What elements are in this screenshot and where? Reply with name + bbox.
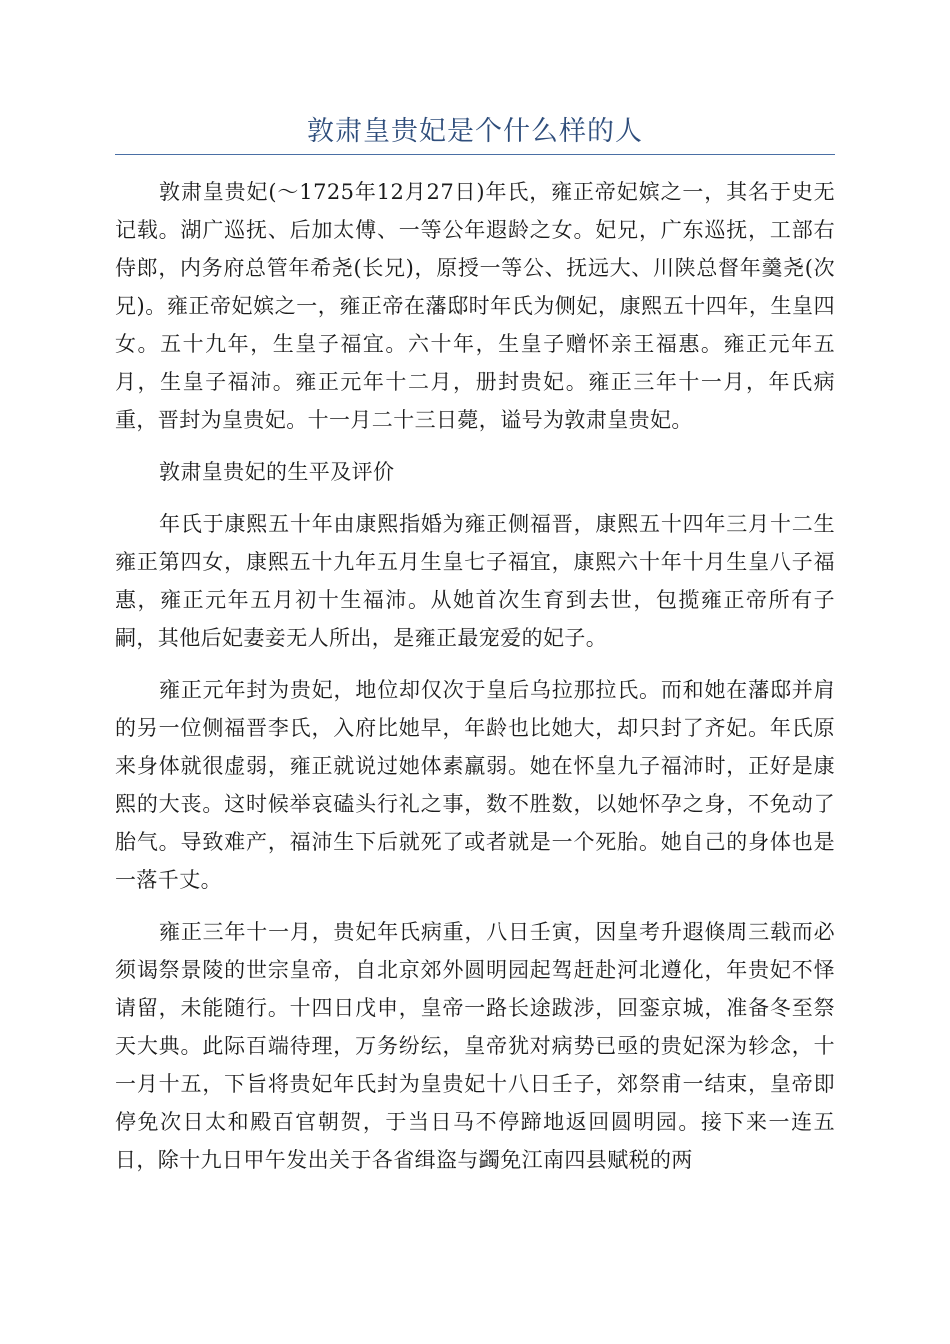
paragraph-rank: 雍正元年封为贵妃，地位却仅次于皇后乌拉那拉氏。而和她在藩邸并肩的另一位侧福晋李氏，入府比她早，年龄也比她大，却只封了齐妃。年氏原来身体就很虚弱，雍正就说过她体素羸弱。她在怀皇九子福沛时，正好是康熙的大丧。这时候举哀磕头行礼之事，数不胜数，以她怀孕之身，不免动了胎气。导致难产，福沛生下后就死了或者就是一个死胎。她自己的身体也是一落千丈。 bbox=[115, 678, 835, 892]
paragraph-illness: 雍正三年十一月，贵妃年氏病重，八日壬寅，因皇考升遐倏周三载而必须谒祭景陵的世宗皇帝，自北京郊外圆明园起驾赶赴河北遵化，年贵妃不怿请留，未能随行。十四日戊申，皇帝一路长途跋涉，回銮京城，准备冬至祭天大典。此际百端待理，万务纷纭，皇帝犹对病势已亟的贵妃深为轸念，十一月十五，下旨将贵妃年氏封为皇贵妃十八日壬子，郊祭甫一结束，皇帝即停免次日太和殿百官朝贺，于当日马不停蹄地返回圆明园。接下来一连五日，除十九日甲午发出关于各省缉盗与蠲免江南四县赋税的两 bbox=[115, 920, 835, 1172]
section-heading: 敦肃皇贵妃的生平及评价 bbox=[159, 460, 395, 484]
document-page bbox=[115, 0, 835, 1193]
document-title: 敦肃皇贵妃是个什么样的人 bbox=[307, 116, 643, 147]
paragraph-marriage: 年氏于康熙五十年由康熙指婚为雍正侧福晋，康熙五十四年三月十二生雍正第四女，康熙五十九年五月生皇七子福宜，康熙六十年十月生皇八子福惠，雍正元年五月初十生福沛。从她首次生育到去世，包揽雍正帝所有子嗣，其他后妃妻妾无人所出，是雍正最宠爱的妃子。 bbox=[115, 512, 835, 650]
paragraph-intro: 敦肃皇贵妃(～1725年12月27日)年氏，雍正帝妃嫔之一，其名于史无记载。湖广巡抚、后加太傅、一等公年遐龄之女。妃兄，广东巡抚，工部右侍郎，内务府总管年希尧(长兄)，原授一等公、抚远大、川陕总督年羹尧(次兄)。雍正帝妃嫔之一，雍正帝在藩邸时年氏为侧妃，康熙五十四年，生皇四女。五十九年，生皇子福宜。六十年，生皇子赠怀亲王福惠。雍正元年五月，生皇子福沛。雍正元年十二月，册封贵妃。雍正三年十一月，年氏病重，晋封为皇贵妃。十一月二十三日薨，谥号为敦肃皇贵妃。 bbox=[115, 180, 835, 432]
document-body bbox=[115, 173, 835, 1179]
title-underline bbox=[115, 154, 835, 155]
